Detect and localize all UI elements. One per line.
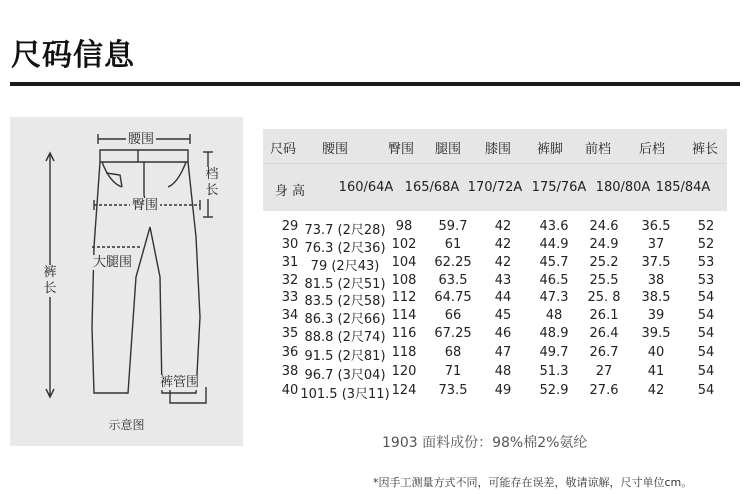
table-cell: 43: [494, 273, 512, 288]
page-title: 尺码信息: [11, 38, 135, 73]
table-cell: 38.5: [641, 290, 671, 305]
table-cell: 48.9: [539, 326, 569, 341]
table-cell: 124: [391, 383, 417, 398]
table-row: [263, 326, 727, 343]
table-cell: 96.7 (3尺04): [304, 368, 386, 383]
table-row: [263, 383, 727, 400]
table-cell: 45.7: [539, 255, 569, 270]
table-cell: 53: [697, 255, 715, 270]
table-cell: 49.7: [539, 345, 569, 360]
table-cell: 31: [281, 255, 299, 270]
title-divider: [10, 82, 740, 86]
table-cell: 54: [697, 290, 715, 305]
table-cell: 83.5 (2尺58): [304, 294, 386, 309]
table-cell: 40: [647, 345, 665, 360]
hem-label: 裤管围: [160, 375, 200, 390]
table-cell: 68: [444, 345, 462, 360]
table-cell: 43.6: [539, 219, 569, 234]
table-cell: 118: [391, 345, 417, 360]
table-cell: 42: [494, 219, 512, 234]
table-cell: 44: [494, 290, 512, 305]
table-cell: 38: [647, 273, 665, 288]
table-cell: 26.1: [589, 308, 619, 323]
height-value: 165/68A: [404, 180, 460, 195]
table-cell: 54: [697, 383, 715, 398]
table-cell: 34: [281, 308, 299, 323]
table-cell: 104: [391, 255, 417, 270]
table-cell: 42: [494, 255, 512, 270]
header-cell: 腰围: [321, 142, 349, 157]
table-cell: 44.9: [539, 237, 569, 252]
table-cell: 38: [281, 364, 299, 379]
length-label: 裤长: [43, 265, 57, 296]
table-cell: 36.5: [641, 219, 671, 234]
pants-diagram: [10, 117, 243, 446]
table-cell: 61: [444, 237, 462, 252]
table-cell: 71: [444, 364, 462, 379]
table-row: [263, 273, 727, 290]
table-row: [263, 255, 727, 272]
table-cell: 54: [697, 364, 715, 379]
header-cell: 腿围: [434, 142, 462, 157]
table-cell: 45: [494, 308, 512, 323]
table-cell: 51.3: [539, 364, 569, 379]
table-cell: 91.5 (2尺81): [304, 349, 386, 364]
hip-label: 臀围: [132, 198, 159, 213]
table-cell: 48: [494, 364, 512, 379]
table-cell: 64.75: [434, 290, 472, 305]
table-cell: 48: [545, 308, 563, 323]
header-cell: 裤长: [691, 142, 719, 157]
table-cell: 114: [391, 308, 417, 323]
header-cell: 尺码: [269, 142, 297, 157]
height-value: 160/64A: [338, 180, 394, 195]
table-cell: 39.5: [641, 326, 671, 341]
table-cell: 108: [391, 273, 417, 288]
table-cell: 62.25: [434, 255, 472, 270]
table-cell: 26.7: [589, 345, 619, 360]
table-cell: 37: [647, 237, 665, 252]
table-cell: 42: [494, 237, 512, 252]
table-cell: 30: [281, 237, 299, 252]
table-row: [263, 345, 727, 362]
table-cell: 26.4: [589, 326, 619, 341]
table-cell: 37.5: [641, 255, 671, 270]
table-cell: 54: [697, 326, 715, 341]
table-cell: 88.8 (2尺74): [304, 330, 386, 345]
table-cell: 36: [281, 345, 299, 360]
header-cell: 臀围: [387, 142, 415, 157]
table-cell: 102: [391, 237, 417, 252]
table-row: [263, 237, 727, 254]
table-cell: 24.6: [589, 219, 619, 234]
table-cell: 120: [391, 364, 417, 379]
table-cell: 25. 8: [587, 290, 621, 305]
table-cell: 101.5 (3尺11): [300, 387, 390, 402]
rise-label: 档长: [205, 167, 219, 198]
table-cell: 79 (2尺43): [310, 259, 380, 274]
table-cell: 73.7 (2尺28): [304, 223, 386, 238]
table-cell: 33: [281, 290, 299, 305]
table-cell: 39: [647, 308, 665, 323]
table-cell: 46: [494, 326, 512, 341]
table-cell: 81.5 (2尺51): [304, 277, 386, 292]
diagram-caption: 示意图: [108, 418, 145, 432]
table-cell: 35: [281, 326, 299, 341]
header-cell: 前档: [584, 142, 612, 157]
table-cell: 66: [444, 308, 462, 323]
table-cell: 42: [647, 383, 665, 398]
header-cell: 裤脚: [536, 142, 564, 157]
table-cell: 46.5: [539, 273, 569, 288]
waist-label: 腰围: [128, 132, 155, 147]
table-cell: 53: [697, 273, 715, 288]
table-cell: 47: [494, 345, 512, 360]
table-cell: 73.5: [438, 383, 468, 398]
table-cell: 63.5: [438, 273, 468, 288]
table-cell: 40: [281, 383, 299, 398]
height-value: 175/76A: [531, 180, 587, 195]
header-cell: 后档: [638, 142, 666, 157]
table-cell: 49: [494, 383, 512, 398]
table-cell: 59.7: [438, 219, 468, 234]
height-row: [263, 163, 727, 211]
table-cell: 25.5: [589, 273, 619, 288]
height-value: 170/72A: [467, 180, 523, 195]
table-cell: 98: [395, 219, 413, 234]
height-label: 身 高: [274, 184, 306, 199]
table-cell: 112: [391, 290, 417, 305]
table-cell: 41: [647, 364, 665, 379]
table-cell: 29: [281, 219, 299, 234]
table-cell: 52: [697, 219, 715, 234]
fabric-note: 1903 面料成份：98%棉2%氨纶: [382, 435, 588, 451]
table-row: [263, 364, 727, 381]
table-cell: 54: [697, 345, 715, 360]
table-cell: 116: [391, 326, 417, 341]
table-cell: 54: [697, 308, 715, 323]
table-cell: 52.9: [539, 383, 569, 398]
table-cell: 27.6: [589, 383, 619, 398]
table-cell: 27: [595, 364, 613, 379]
height-value: 180/80A: [595, 180, 651, 195]
table-cell: 24.9: [589, 237, 619, 252]
table-cell: 47.3: [539, 290, 569, 305]
thigh-label: 大腿围: [93, 255, 133, 270]
height-value: 185/84A: [655, 180, 711, 195]
table-cell: 86.3 (2尺66): [304, 312, 386, 327]
header-cell: 膝围: [484, 142, 512, 157]
measurement-footnote: *因手工测量方式不同，可能存在误差，敬请谅解，尺寸单位cm。: [373, 476, 693, 489]
table-cell: 67.25: [434, 326, 472, 341]
table-cell: 76.3 (2尺36): [304, 241, 386, 256]
table-cell: 52: [697, 237, 715, 252]
table-row: [263, 219, 727, 236]
table-row: [263, 290, 727, 307]
size-table-header: [263, 129, 727, 163]
table-cell: 25.2: [589, 255, 619, 270]
table-row: [263, 308, 727, 325]
table-cell: 32: [281, 273, 299, 288]
